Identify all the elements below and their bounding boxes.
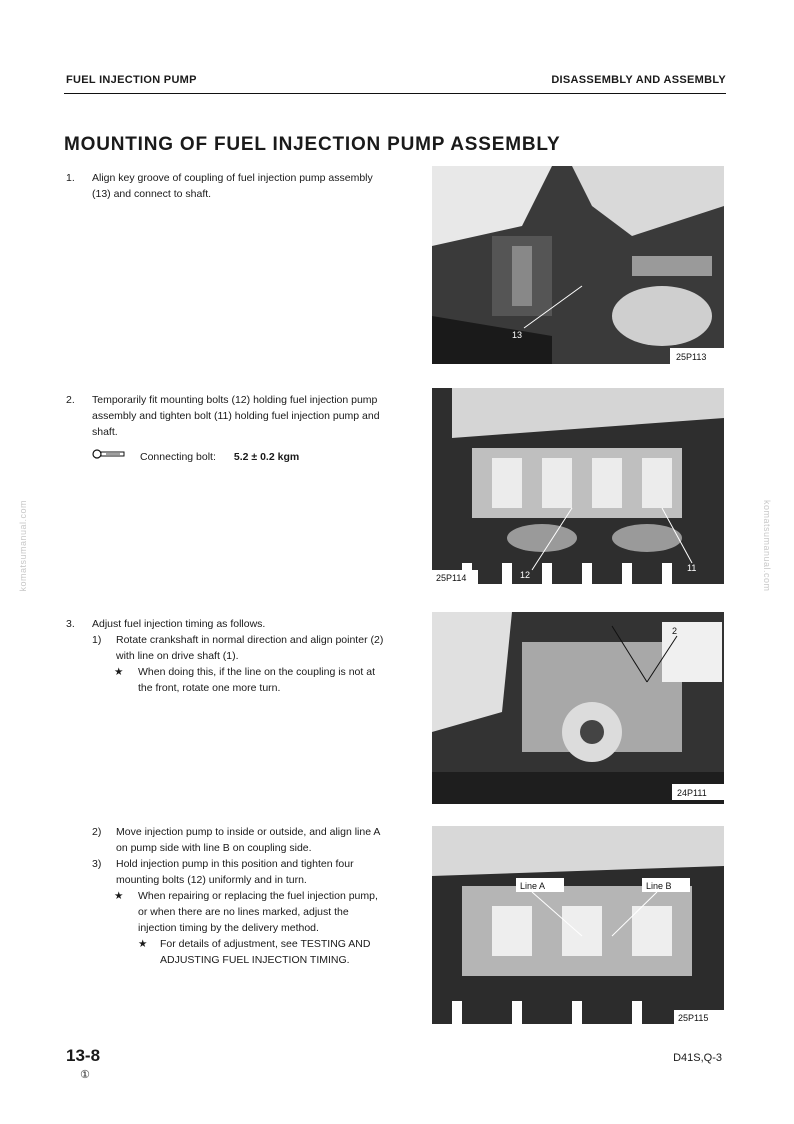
substep-number: 3): [92, 858, 102, 870]
substep-text: Rotate crankshaft in normal direction and align pointer (2) with line on drive shaft (1).: [116, 634, 384, 662]
page-number: 13-8: [66, 1046, 101, 1065]
star-icon: ★: [114, 666, 124, 678]
step-1: [66, 170, 386, 202]
sub-note: [138, 936, 386, 968]
watermark-right: komatsumanual.com: [762, 500, 772, 592]
star-icon: ★: [138, 938, 148, 950]
spec-label: Connecting bolt:: [140, 450, 216, 463]
sub-note-text: For details of adjustment, see TESTING AND ADJUSTING FUEL INJECTION TIMING.: [160, 938, 371, 966]
substep-1: [92, 632, 386, 664]
page-title: MOUNTING OF FUEL INJECTION PUMP ASSEMBLY: [64, 134, 561, 155]
photo-step-4: [432, 826, 724, 1024]
photo-step-2: [432, 388, 724, 584]
photo-callout: Line A: [520, 881, 546, 891]
torque-spec: [92, 448, 386, 465]
section-header: FUEL INJECTION PUMP: [66, 74, 197, 86]
spec-value: 5.2 ± 0.2 kgm: [233, 450, 300, 463]
substep-text: Move injection pump to inside or outside, and align line A on pump side with line B on coupling side.: [116, 826, 380, 854]
step-2: [66, 392, 386, 465]
substep-number: 1): [92, 634, 102, 646]
substep-text: Hold injection pump in this position and tighten four mounting bolts (12) uniformly and in turn.: [116, 858, 354, 886]
photo-code: 25P114: [436, 573, 467, 583]
photo-callout: Line B: [646, 881, 672, 891]
torque-wrench-icon: [92, 448, 126, 465]
note-text: When repairing or replacing the fuel injection pump, or when there are no lines marked, adjust the injection timing by the delivery method.: [138, 890, 378, 934]
note: [114, 888, 386, 936]
photo-callout: 13: [512, 330, 523, 340]
header-rule: [64, 93, 726, 94]
step-number: 2.: [66, 394, 75, 406]
photo-callout: 12: [520, 570, 531, 580]
step-number: 3.: [66, 618, 75, 630]
step-3-continued: [66, 824, 386, 968]
step-3: [66, 616, 386, 696]
photo-code: 25P115: [678, 1013, 709, 1023]
chapter-header: DISASSEMBLY AND ASSEMBLY: [551, 74, 726, 86]
model-code: D41S,Q-3: [673, 1052, 722, 1064]
photo-code: 25P113: [676, 352, 707, 362]
photo-code: 24P111: [677, 788, 707, 798]
note: [114, 664, 386, 696]
photo-callout: 11: [687, 563, 697, 573]
photo-callout: 2: [672, 626, 678, 636]
substep-3: [92, 856, 386, 888]
note-text: When doing this, if the line on the coupling is not at the front, rotate one more turn.: [138, 666, 375, 694]
watermark-left: komatsumanual.com: [18, 500, 28, 592]
substep-2: [92, 824, 386, 856]
revision-mark: ①: [80, 1069, 90, 1081]
star-icon: ★: [114, 890, 124, 902]
photo-step-3: [432, 612, 724, 804]
step-number: 1.: [66, 172, 75, 184]
substep-number: 2): [92, 826, 102, 838]
photo-step-1: [432, 166, 724, 364]
step-text: Align key groove of coupling of fuel injection pump assembly (13) and connect to shaft.: [92, 172, 373, 200]
step-text: Adjust fuel injection timing as follows.: [92, 618, 266, 630]
step-text: Temporarily fit mounting bolts (12) holding fuel injection pump assembly and tighten bolt (11) holding fuel injection pump and shaft.: [92, 394, 380, 438]
